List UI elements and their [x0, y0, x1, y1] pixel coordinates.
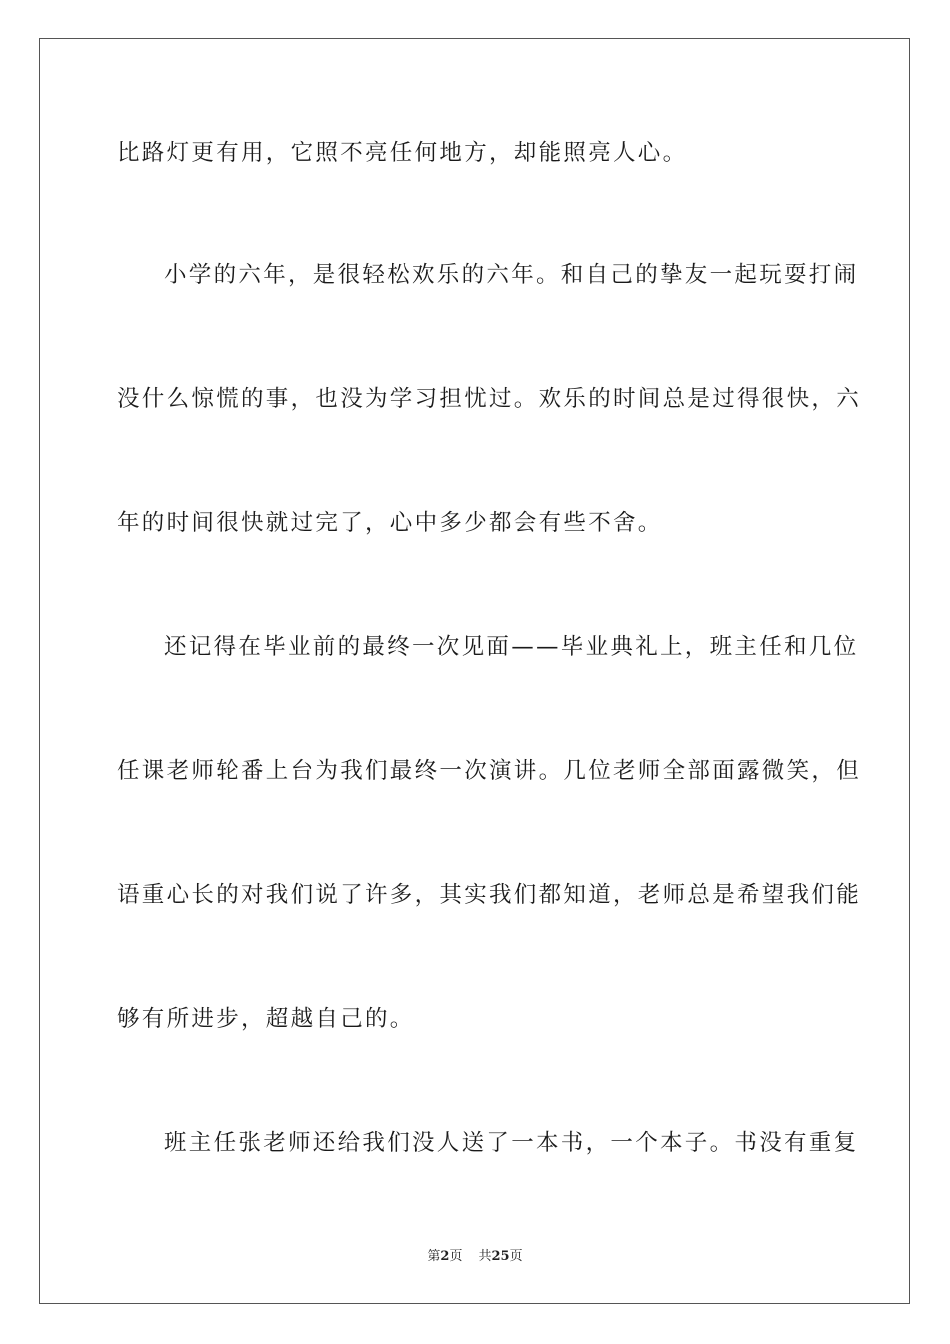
total-label-suffix: 页	[509, 1249, 523, 1264]
page-label-prefix: 第	[427, 1249, 441, 1264]
text-line-5: 还记得在毕业前的最终一次见面——毕业典礼上，班主任和几位	[164, 634, 859, 660]
text-line-9: 班主任张老师还给我们没人送了一本书，一个本子。书没有重复	[164, 1130, 859, 1156]
text-line-7: 语重心长的对我们说了许多，其实我们都知道，老师总是希望我们能	[117, 882, 862, 908]
page-footer	[0, 1248, 950, 1266]
page-number: 2	[440, 1249, 450, 1264]
text-line-6: 任课老师轮番上台为我们最终一次演讲。几位老师全部面露微笑，但	[117, 758, 862, 784]
total-label-prefix: 共	[478, 1249, 492, 1264]
page-frame	[39, 38, 910, 1304]
text-line-2: 小学的六年，是很轻松欢乐的六年。和自己的挚友一起玩耍打闹	[164, 262, 859, 288]
page-label-suffix: 页	[449, 1249, 463, 1264]
text-line-8: 够有所进步，超越自己的。	[117, 1006, 415, 1032]
text-line-4: 年的时间很快就过完了，心中多少都会有些不舍。	[117, 510, 663, 536]
total-pages: 25	[491, 1249, 510, 1264]
text-line-3: 没什么惊慌的事，也没为学习担忧过。欢乐的时间总是过得很快，六	[117, 386, 862, 412]
text-line-1: 比路灯更有用，它照不亮任何地方，却能照亮人心。	[117, 140, 688, 166]
